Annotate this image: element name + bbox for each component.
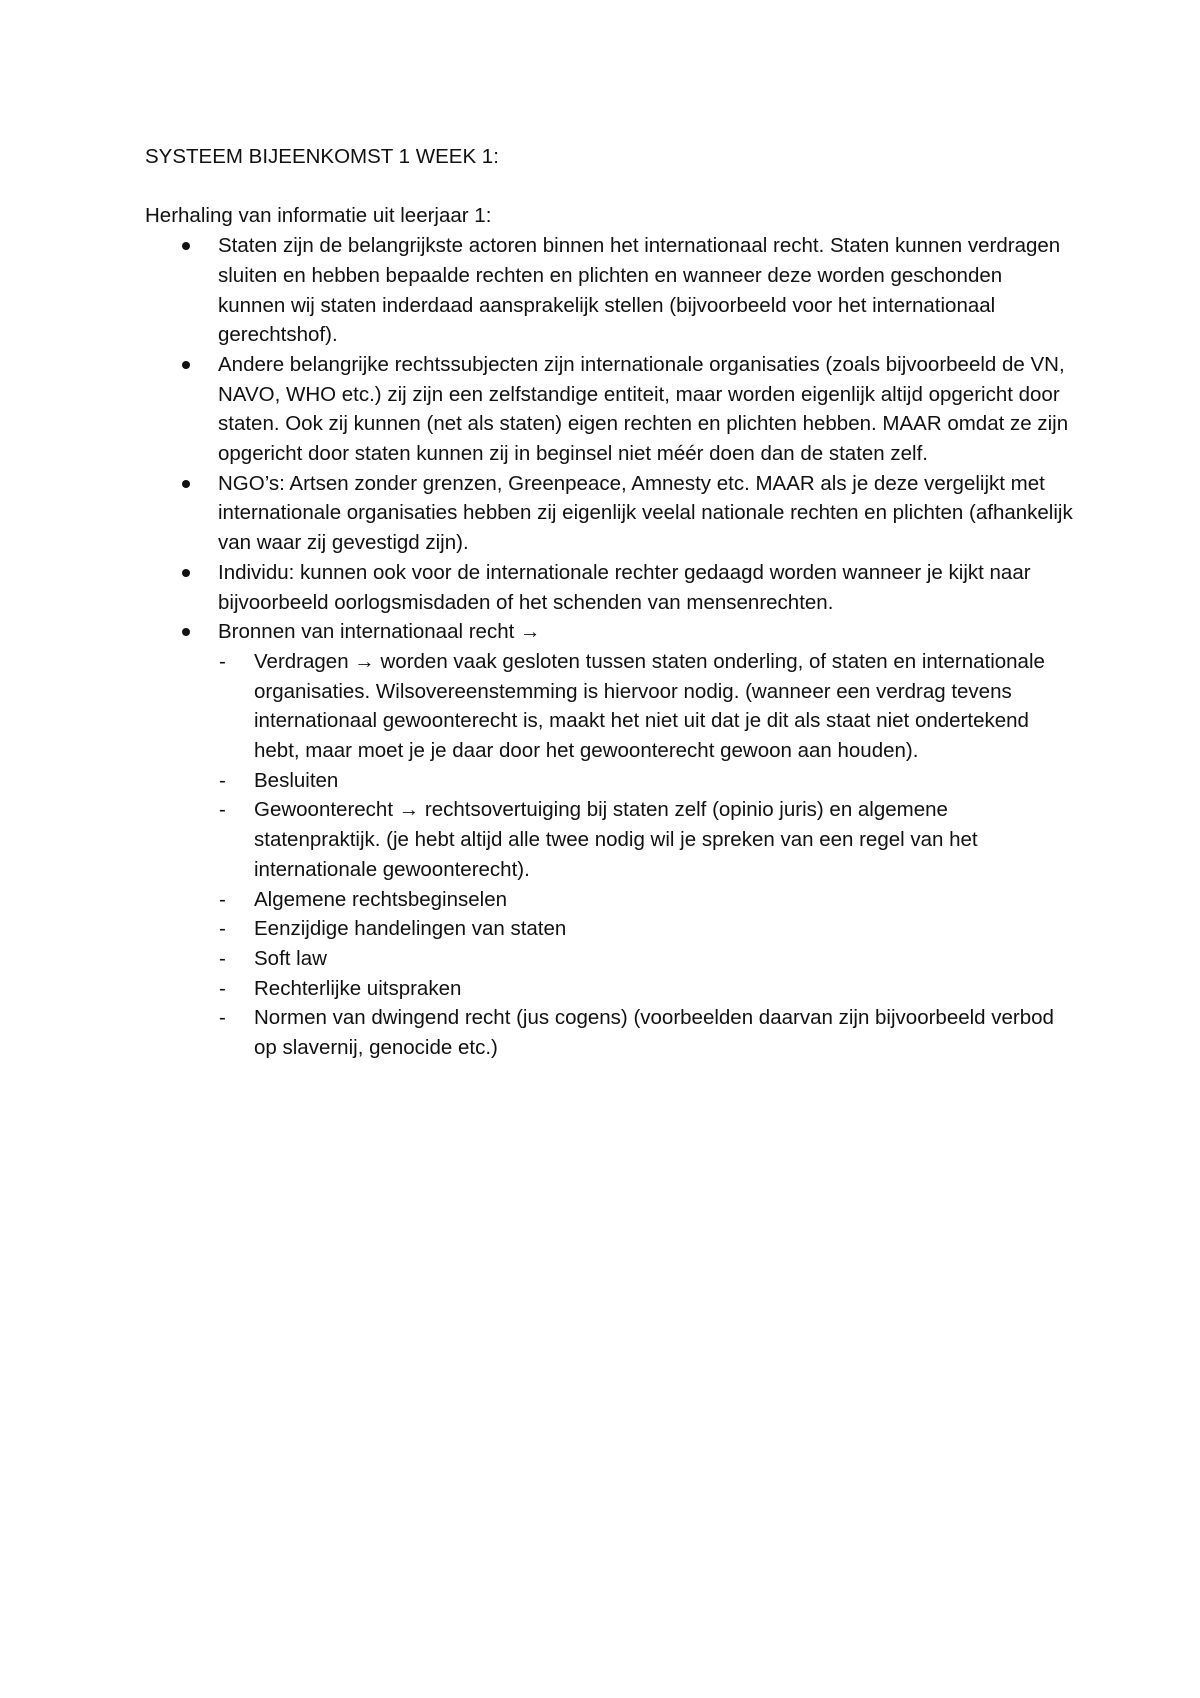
dash-marker: - [219,768,226,792]
sub-list-item-text: Soft law [254,946,327,970]
dash-marker: - [219,917,226,941]
sources-list [218,647,1075,1063]
intro-line: Herhaling van informatie uit leerjaar 1: [145,204,492,228]
list-item [145,350,1075,469]
sub-list-item-text: Besluiten [254,768,339,792]
bullet-icon [182,628,190,636]
sub-list-item [218,795,1075,884]
list-item-text: NGO’s: Artsen zonder grenzen, Greenpeace, Amnesty etc. MAAR als je deze vergelijkt met internationale organisaties hebben zij eigenlijk veelal nationale rechten en plichten (afhankelijk van waar zij gevestigd zijn). [218,471,1073,555]
bullet-icon [182,480,190,488]
dash-marker: - [219,946,226,970]
bullet-icon [182,242,190,250]
sub-list-item [218,914,1075,944]
sub-list-item-text: Rechterlijke uitspraken [254,976,462,1000]
sub-list-item [218,1003,1075,1062]
list-item-text: Andere belangrijke rechtssubjecten zijn internationale organisaties (zoals bijvoorbeeld de VN, NAVO, WHO etc.) zij zijn een zelfstandige entiteit, maar worden eigenlijk altijd opgericht door staten. Ook zij kunnen (net als staten) eigen rechten en plichten hebben. MAAR omdat ze zijn opgericht door staten kunnen zij in beginsel niet méér doen dan de staten zelf. [218,352,1069,466]
dash-marker: - [219,976,226,1000]
sub-list-item [218,766,1075,796]
list-item-text: Individu: kunnen ook voor de internationale rechter gedaagd worden wanneer je kijkt naar bijvoorbeeld oorlogsmisdaden of het schenden van mensenrechten. [218,560,1031,614]
sub-list-item-text: Normen van dwingend recht (jus cogens) (voorbeelden daarvan zijn bijvoorbeeld verbod op slavernij, genocide etc.) [254,1006,1054,1060]
bullet-list [145,231,1075,1063]
list-item [145,617,1075,1063]
dash-marker: - [219,1006,226,1030]
list-item [145,558,1075,617]
sub-list-item-text: Eenzijdige handelingen van staten [254,917,567,941]
list-item [145,469,1075,558]
sub-list-item [218,944,1075,974]
list-item-text: Bronnen van internationaal recht → [218,620,541,644]
sub-list-item [218,885,1075,915]
dash-marker: - [219,798,226,822]
dash-marker: - [219,887,226,911]
sub-list-item-text: Gewoonterecht → rechtsovertuiging bij staten zelf (opinio juris) en algemene statenpraktijk. (je hebt altijd alle twee nodig wil je spreken van een regel van het internationale gewoonterecht). [254,798,978,881]
sub-list-item-text: Verdragen → worden vaak gesloten tussen staten onderling, of staten en internationale organisaties. Wilsovereenstemming is hiervoor nodig. (wanneer een verdrag tevens internationaal gewoonterecht is, maakt het niet uit dat je dit als staat niet ondertekend hebt, maar moet je je daar door het gewoonterecht gewoon aan houden). [254,649,1045,763]
document-title: SYSTEEM BIJEENKOMST 1 WEEK 1: [145,145,499,168]
list-item [145,231,1075,350]
bullet-icon [182,361,190,369]
list-item-text: Staten zijn de belangrijkste actoren binnen het internationaal recht. Staten kunnen verdragen sluiten en hebben bepaalde rechten en plichten en wanneer deze worden geschonden kunnen wij staten inderdaad aansprakelijk stellen (bijvoorbeeld voor het internationaal gerechtshof). [218,234,1061,347]
dash-marker: - [219,649,226,673]
sub-list-item [218,647,1075,766]
sub-list-item [218,974,1075,1004]
document-body [145,142,1075,1063]
sub-list-item-text: Algemene rechtsbeginselen [254,887,507,911]
bullet-icon [182,569,190,577]
